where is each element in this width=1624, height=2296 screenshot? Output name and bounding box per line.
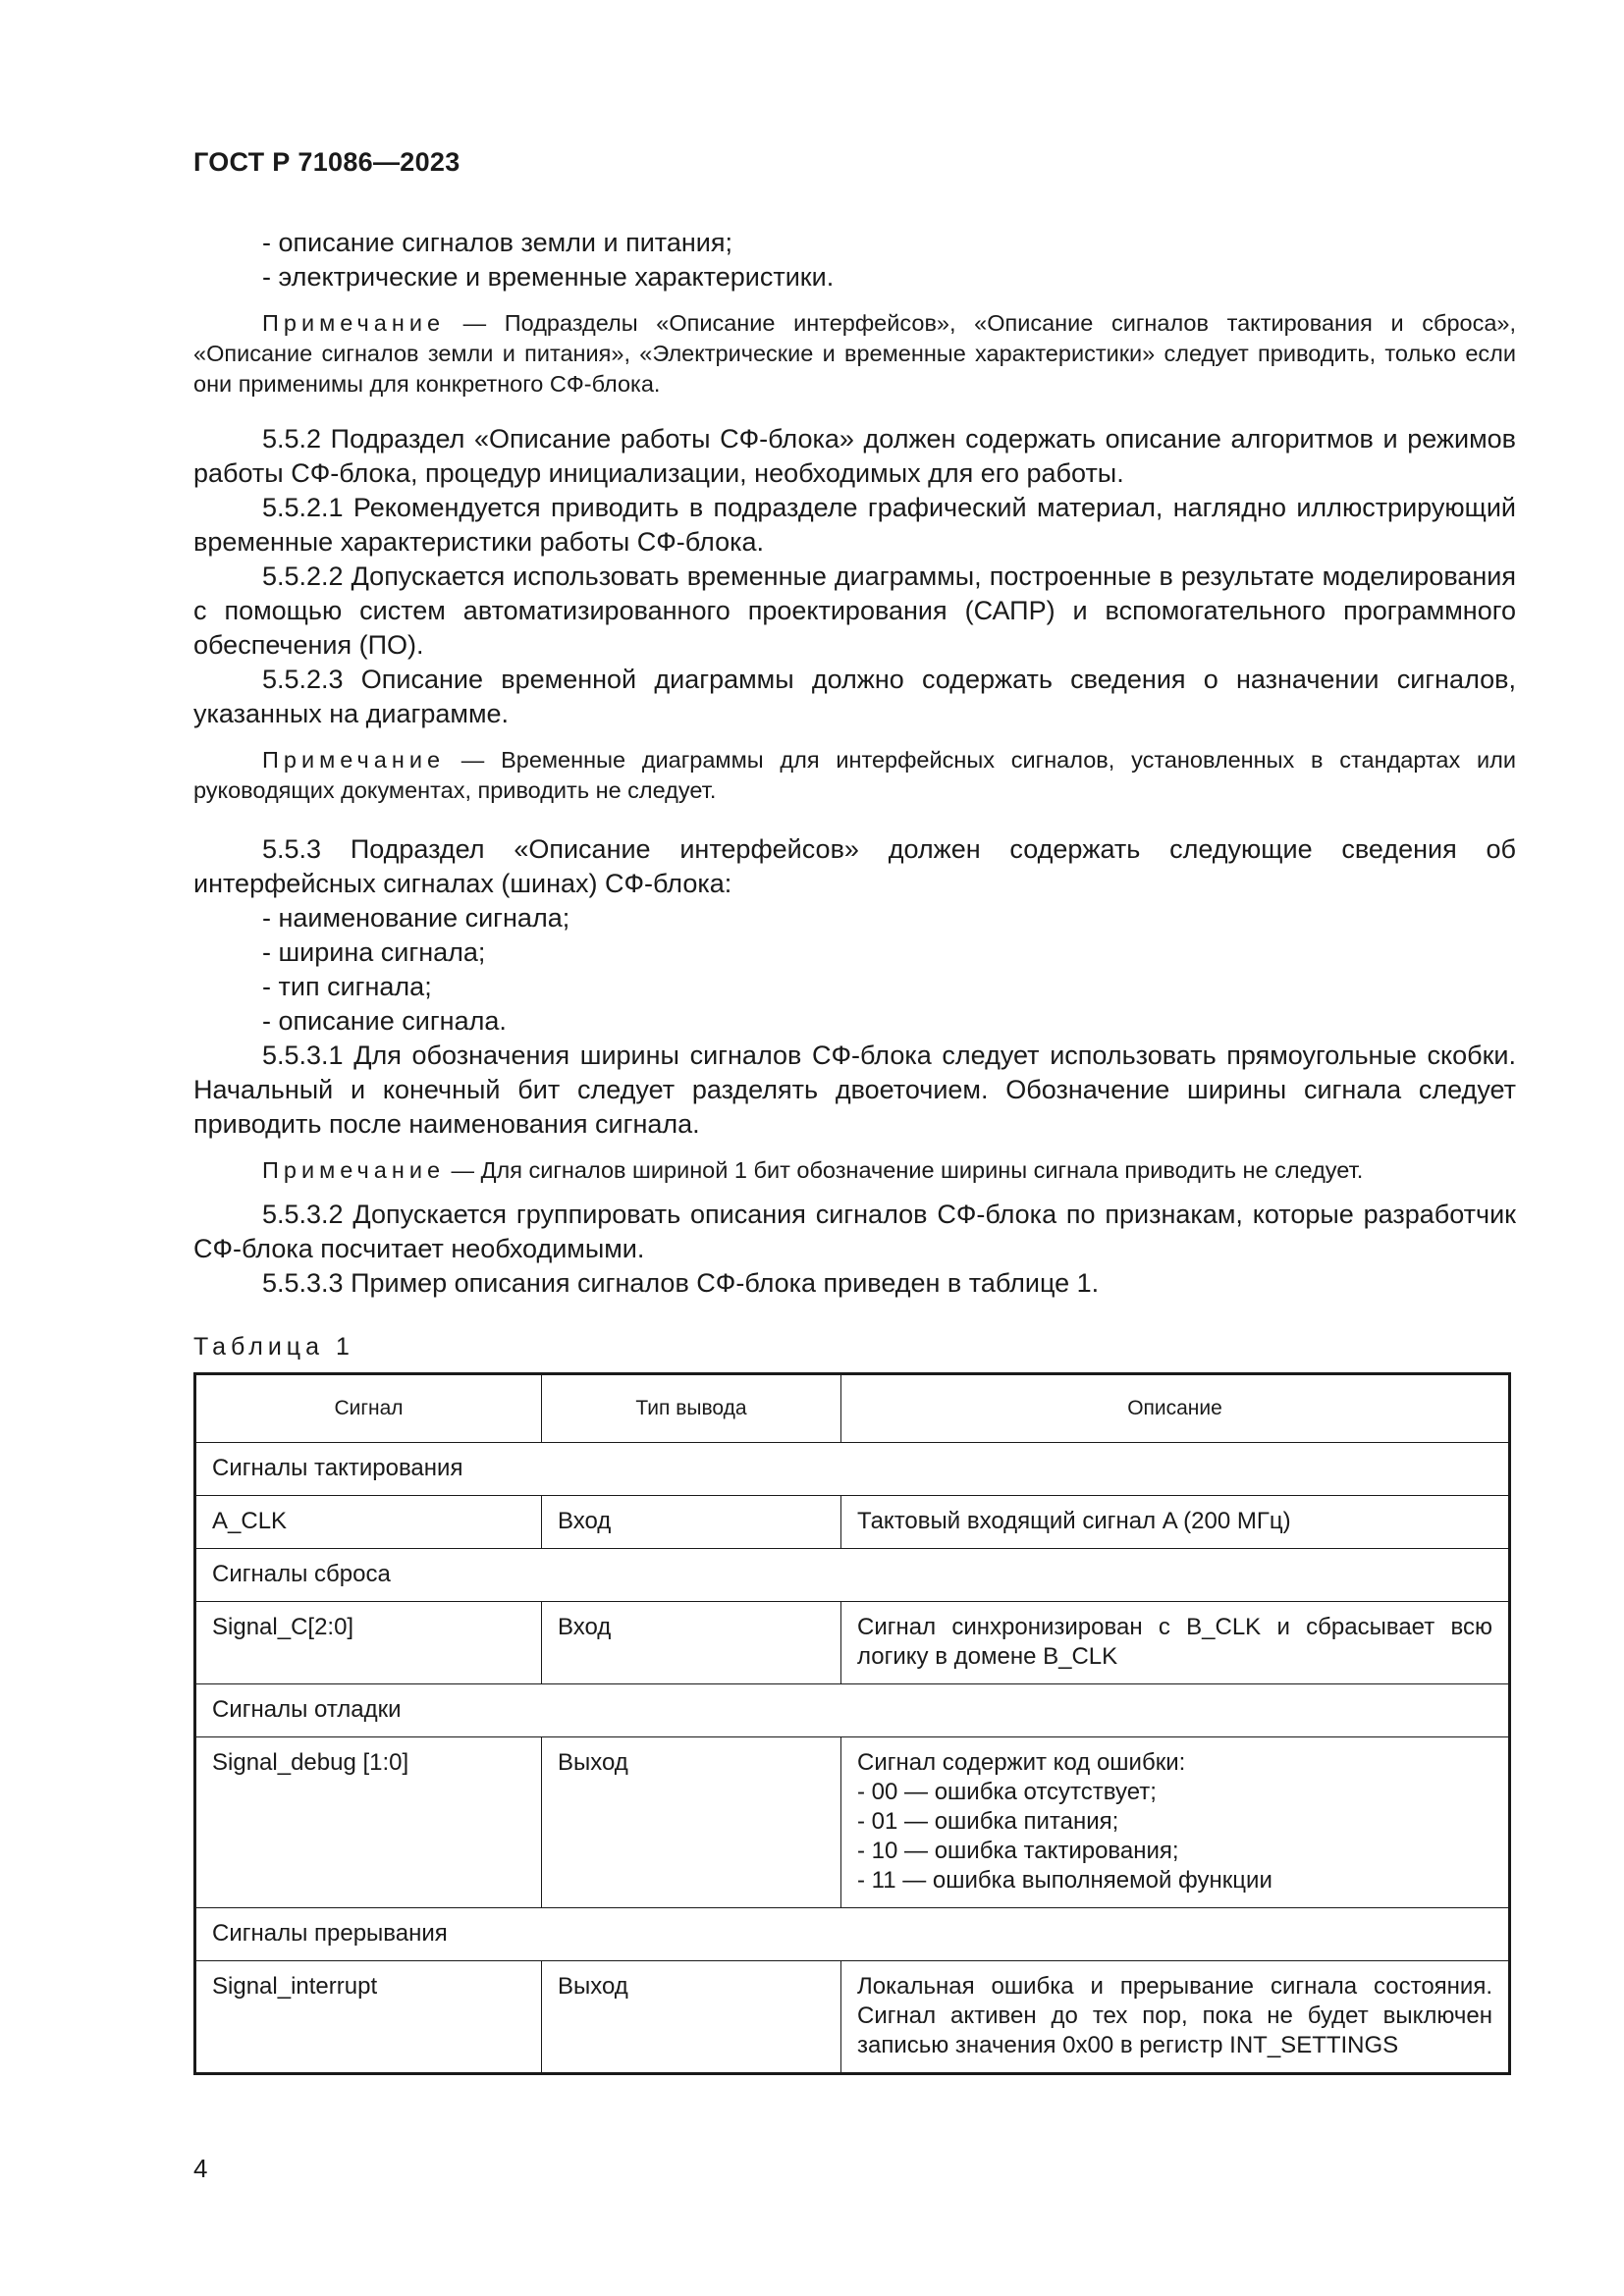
paragraph-5-5-3-1: 5.5.3.1 Для обозначения ширины сигналов СФ-блока следует использовать прямоугольные скобки. Начальный и конечный бит следует разделять двоеточием. Обозначение ширины сигнала следует приводить после наименования сигнала.	[193, 1041, 1516, 1139]
signal-description: Тактовый входящий сигнал A (200 МГц)	[841, 1496, 1510, 1549]
group-title: Сигналы прерывания	[195, 1908, 1510, 1961]
signal-name: A_CLK	[195, 1496, 542, 1549]
note-label: Примечание	[262, 747, 446, 773]
column-header-type: Тип вывода	[542, 1374, 841, 1443]
group-title: Сигналы тактирования	[195, 1443, 1510, 1496]
list-item: - описание сигнала.	[193, 1004, 1516, 1039]
column-header-description: Описание	[841, 1374, 1510, 1443]
error-code-item: - 10 — ошибка тактирования;	[857, 1837, 1492, 1866]
table-header-row	[195, 1374, 1510, 1443]
table-group-row	[195, 1908, 1510, 1961]
note-text: — Для сигналов шириной 1 бит обозначение ширины сигнала приводить не следует.	[445, 1157, 1364, 1183]
table-group-row	[195, 1684, 1510, 1737]
error-code-item: - 01 — ошибка питания;	[857, 1807, 1492, 1837]
paragraph-5-5-3-2: 5.5.3.2 Допускается группировать описания сигналов СФ-блока по признакам, которые разработчик СФ-блока посчитает необходимыми.	[193, 1200, 1516, 1263]
signal-description: Сигнал синхронизирован с B_CLK и сбрасывает всю логику в домене B_CLK	[841, 1602, 1510, 1684]
note-3	[193, 1155, 1516, 1186]
page-number: 4	[193, 2154, 208, 2183]
paragraph-5-5-2-2: 5.5.2.2 Допускается использовать временные диаграммы, построенные в результате моделирования с помощью систем автоматизированного проектирования (САПР) и вспомогательного программного обеспечения (ПО).	[193, 561, 1516, 660]
paragraph-5-5-3: 5.5.3 Подраздел «Описание интерфейсов» должен содержать следующие сведения об интерфейсных сигналах (шинах) СФ-блока:	[193, 834, 1516, 898]
intro-section	[193, 226, 1516, 400]
column-header-signal: Сигнал	[195, 1374, 542, 1443]
signal-description	[841, 1737, 1510, 1908]
note-text: — Временные диаграммы для интерфейсных сигналов, установленных в стандартах или руководящих документах, приводить не следует.	[193, 747, 1516, 803]
table-row	[195, 1737, 1510, 1908]
table-group-row	[195, 1443, 1510, 1496]
description-intro: Сигнал содержит код ошибки:	[857, 1749, 1186, 1776]
signal-name: Signal_C[2:0]	[195, 1602, 542, 1684]
paragraph-5-5-2: 5.5.2 Подраздел «Описание работы СФ-блока» должен содержать описание алгоритмов и режимов работы СФ-блока, процедур инициализации, необходимых для его работы.	[193, 424, 1516, 488]
error-code-item: - 11 — ошибка выполняемой функции	[857, 1866, 1492, 1896]
signal-type: Вход	[542, 1496, 841, 1549]
table-row	[195, 1961, 1510, 2074]
note-label: Примечание	[262, 310, 446, 336]
table-row	[195, 1602, 1510, 1684]
note-text: — Подразделы «Описание интерфейсов», «Описание сигналов тактирования и сброса», «Описание сигналов земли и питания», «Электрические и временные характеристики» следует приводить, только если они применимы для конкретного СФ-блока.	[193, 310, 1516, 397]
note-label: Примечание	[262, 1157, 446, 1183]
document-header: ГОСТ Р 71086—2023	[193, 147, 460, 177]
list-item: - наименование сигнала;	[193, 901, 1516, 935]
section-5-5-3	[193, 832, 1516, 1301]
signal-description: Локальная ошибка и прерывание сигнала состояния. Сигнал активен до тех пор, пока не будет выключен записью значения 0x00 в регистр INT_SETTINGS	[841, 1961, 1510, 2074]
paragraph-5-5-2-3: 5.5.2.3 Описание временной диаграммы должно содержать сведения о назначении сигналов, указанных на диаграмме.	[193, 665, 1516, 728]
signal-type: Выход	[542, 1737, 841, 1908]
signal-name: Signal_debug [1:0]	[195, 1737, 542, 1908]
table-caption: Таблица 1	[193, 1333, 354, 1361]
signal-name: Signal_interrupt	[195, 1961, 542, 2074]
signals-table	[193, 1372, 1511, 2075]
paragraph-5-5-2-1: 5.5.2.1 Рекомендуется приводить в подразделе графический материал, наглядно иллюстрирующий временные характеристики работы СФ-блока.	[193, 493, 1516, 557]
list-item: - ширина сигнала;	[193, 935, 1516, 970]
table-row	[195, 1496, 1510, 1549]
group-title: Сигналы отладки	[195, 1684, 1510, 1737]
signal-type: Вход	[542, 1602, 841, 1684]
note-1	[193, 308, 1516, 400]
paragraph-5-5-3-3: 5.5.3.3 Пример описания сигналов СФ-блока приведен в таблице 1.	[262, 1268, 1100, 1298]
list-item: - электрические и временные характеристики.	[193, 260, 1516, 294]
list-item: - тип сигнала;	[193, 970, 1516, 1004]
section-5-5-2	[193, 422, 1516, 806]
error-code-item: - 00 — ошибка отсутствует;	[857, 1778, 1492, 1807]
table-group-row	[195, 1549, 1510, 1602]
note-2	[193, 745, 1516, 806]
list-item: - описание сигналов земли и питания;	[193, 226, 1516, 260]
group-title: Сигналы сброса	[195, 1549, 1510, 1602]
signal-type: Выход	[542, 1961, 841, 2074]
